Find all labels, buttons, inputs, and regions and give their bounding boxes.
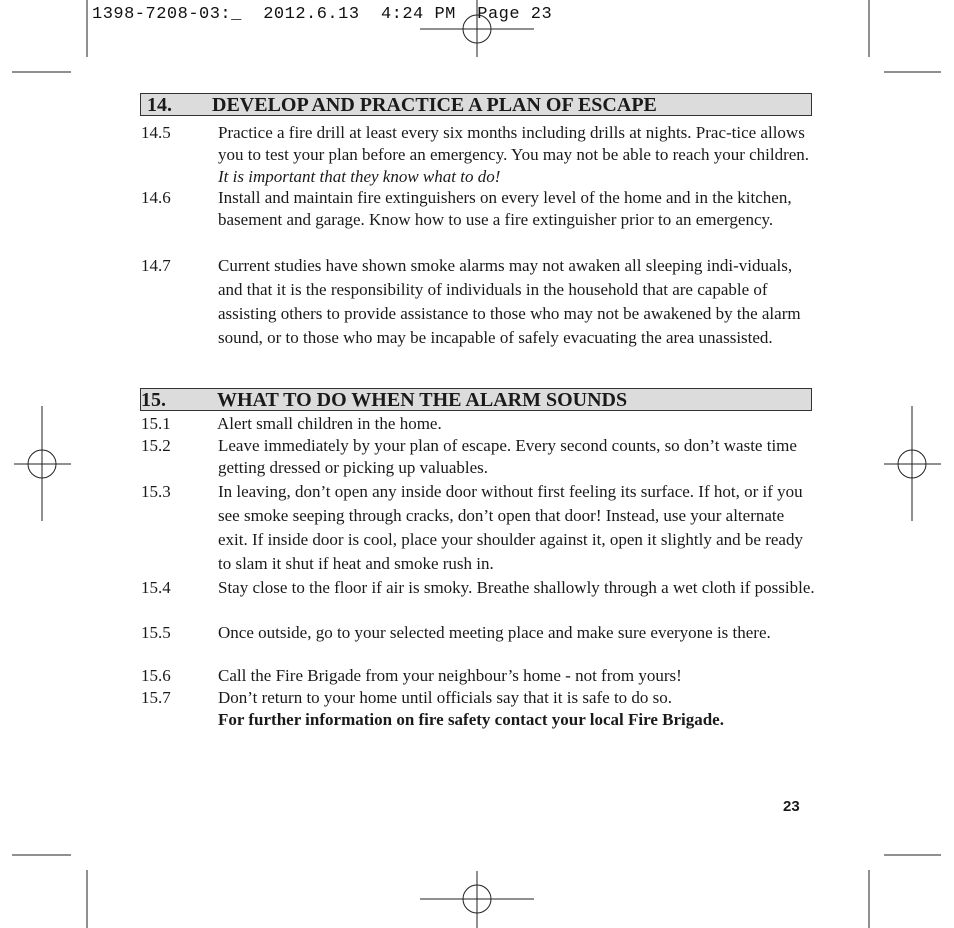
section-15-heading xyxy=(140,388,812,411)
item-emphasis: It is important that they know what to do! xyxy=(218,167,501,186)
item-text: Alert small children in the home. xyxy=(217,414,442,433)
page-number: 23 xyxy=(783,798,800,815)
item-number: 15.1 xyxy=(141,414,171,433)
registration-mark-bottom xyxy=(420,871,534,928)
item-text: In leaving, don’t open any inside door without first feeling its surface. If hot, or if you see smoke seeping through cracks, don’t open that door! Instead, use your alternate exit. If inside door is cool, place your shoulder against it, open it slightly and be ready to slam it shut if heat and smoke rush in. xyxy=(218,482,803,573)
item-number: 15.2 xyxy=(141,436,171,455)
item-text: Don’t return to your home until officials say that it is safe to do so. xyxy=(218,688,673,707)
further-information-note: For further information on fire safety contact your local Fire Brigade. xyxy=(218,710,724,729)
item-number: 14.6 xyxy=(141,188,171,207)
item-text: Call the Fire Brigade from your neighbour’s home - not from yours! xyxy=(218,666,682,685)
section-title: DEVELOP AND PRACTICE A PLAN OF ESCAPE xyxy=(212,94,657,116)
item-text: Leave immediately by your plan of escape. Every second counts, so don’t waste time getting dressed or picking up valuables. xyxy=(218,436,797,477)
item-text: Practice a fire drill at least every six months including drills at nights. Prac-tice allows you to test your plan before an emergency. You may not be able to reach your children. It is important that they know what to do! xyxy=(218,123,810,186)
item-number: 15.3 xyxy=(141,482,171,501)
item-text: Once outside, go to your selected meeting place and make sure everyone is there. xyxy=(218,623,771,642)
registration-mark-right xyxy=(884,406,941,521)
section-number: 15. xyxy=(141,389,166,411)
item-number: 15.6 xyxy=(141,666,171,685)
item-number: 15.5 xyxy=(141,623,171,642)
registration-mark-left xyxy=(14,406,71,521)
registration-mark-top xyxy=(420,0,534,57)
item-number: 14.7 xyxy=(141,256,171,275)
item-number: 15.4 xyxy=(141,578,171,597)
section-14-heading xyxy=(140,93,812,116)
section-number: 14. xyxy=(147,94,172,116)
print-slug-line: 1398-7208-03:_ 2012.6.13 4:24 PM Page 23 xyxy=(92,5,553,24)
item-number: 15.7 xyxy=(141,688,171,707)
item-number: 14.5 xyxy=(141,123,171,142)
section-title: WHAT TO DO WHEN THE ALARM SOUNDS xyxy=(217,389,628,411)
item-text: Install and maintain fire extinguishers on every level of the home and in the kitchen, basement and garage. Know how to use a fire extinguisher prior to an emergency. xyxy=(218,188,792,229)
item-text: Current studies have shown smoke alarms may not awaken all sleeping indi-viduals, and that it is the responsibility of individuals in the household that are capable of assisting others to provide assistance to those who may not be awakened by the alarm sound, or to those who may be incapable of safely evacuating the area unassisted. xyxy=(218,256,801,347)
item-text: Stay close to the floor if air is smoky. Breathe shallowly through a wet cloth if possible. xyxy=(218,578,815,597)
